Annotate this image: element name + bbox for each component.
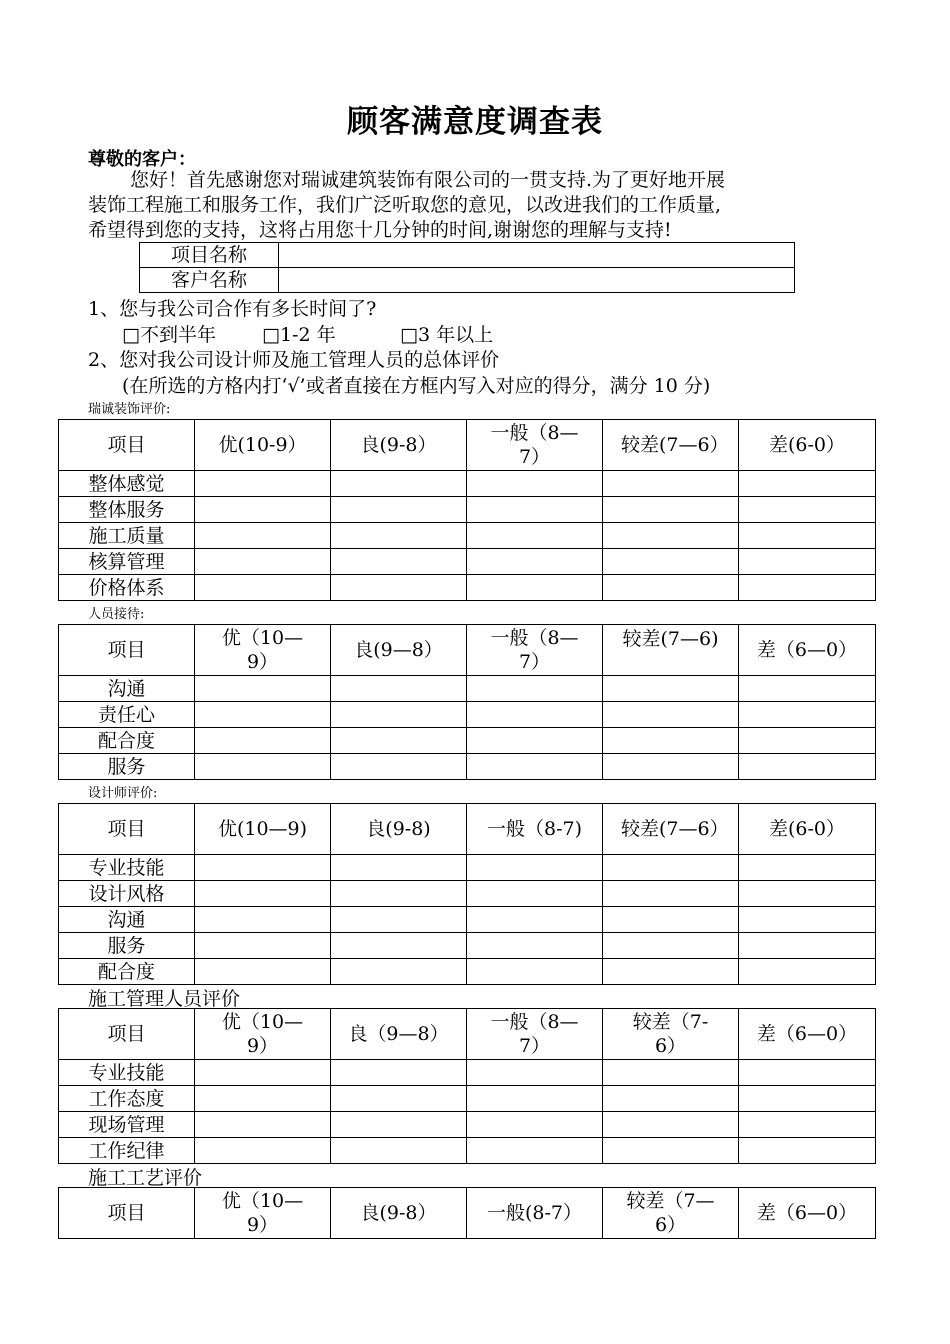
rating-cell[interactable]: [195, 1060, 331, 1086]
rating-cell[interactable]: [467, 754, 603, 780]
header-average: 一般（8—7）: [467, 420, 603, 471]
header-excellent: 优（10—9）: [195, 1009, 331, 1060]
rating-cell[interactable]: [331, 728, 467, 754]
rating-cell[interactable]: [331, 575, 467, 601]
row-label: 沟通: [59, 676, 195, 702]
rating-cell[interactable]: [331, 523, 467, 549]
rating-cell[interactable]: [195, 523, 331, 549]
rating-cell[interactable]: [739, 1086, 876, 1112]
rating-cell[interactable]: [195, 933, 331, 959]
rating-cell[interactable]: [331, 1060, 467, 1086]
rating-cell[interactable]: [603, 1086, 739, 1112]
header-item: 项目: [59, 625, 195, 676]
rating-table-designer: [58, 803, 876, 985]
rating-cell[interactable]: [331, 959, 467, 985]
header-average: 一般（8—7）: [467, 625, 603, 676]
rating-cell[interactable]: [467, 855, 603, 881]
page-title: 顾客满意度调查表: [347, 104, 603, 140]
row-label: 整体感觉: [59, 471, 195, 497]
header-bad: 差(6-0）: [739, 804, 876, 855]
rating-cell[interactable]: [331, 471, 467, 497]
rating-cell[interactable]: [195, 575, 331, 601]
rating-table-reception: [58, 624, 876, 780]
row-label: 现场管理: [59, 1112, 195, 1138]
rating-cell[interactable]: [331, 933, 467, 959]
row-label: 专业技能: [59, 855, 195, 881]
row-label: 施工质量: [59, 523, 195, 549]
rating-cell[interactable]: [603, 933, 739, 959]
rating-cell[interactable]: [467, 702, 603, 728]
rating-cell[interactable]: [195, 702, 331, 728]
rating-cell[interactable]: [195, 907, 331, 933]
rating-cell[interactable]: [331, 1086, 467, 1112]
rating-cell[interactable]: [331, 702, 467, 728]
rating-cell[interactable]: [331, 1112, 467, 1138]
intro-paragraph: [88, 168, 858, 243]
intro-line: 您好！首先感谢您对瑞诚建筑装饰有限公司的一贯支持.为了更好地开展: [130, 169, 726, 191]
header-bad: 差（6—0）: [739, 1188, 876, 1239]
rating-cell[interactable]: [467, 1138, 603, 1164]
row-label: 整体服务: [59, 497, 195, 523]
rating-cell[interactable]: [603, 702, 739, 728]
rating-cell[interactable]: [739, 933, 876, 959]
rating-cell[interactable]: [603, 754, 739, 780]
rating-cell[interactable]: [331, 497, 467, 523]
section-label: 人员接待:: [88, 607, 145, 622]
header-average: 一般(8-7）: [467, 1188, 603, 1239]
rating-cell[interactable]: [467, 933, 603, 959]
rating-cell[interactable]: [195, 881, 331, 907]
rating-cell[interactable]: [331, 855, 467, 881]
rating-cell[interactable]: [739, 676, 876, 702]
header-good: 良（9—8）: [331, 1009, 467, 1060]
header-average: 一般（8-7): [467, 804, 603, 855]
rating-cell[interactable]: [195, 549, 331, 575]
rating-cell[interactable]: [603, 471, 739, 497]
header-good: 良(9—8）: [331, 625, 467, 676]
project-name-field[interactable]: [279, 243, 795, 268]
client-name-field[interactable]: [279, 268, 795, 293]
rating-cell[interactable]: [467, 676, 603, 702]
rating-cell[interactable]: [739, 497, 876, 523]
q1-option-half-year[interactable]: □不到半年: [122, 324, 216, 346]
rating-cell[interactable]: [467, 549, 603, 575]
rating-cell[interactable]: [739, 1060, 876, 1086]
rating-cell[interactable]: [739, 575, 876, 601]
rating-cell[interactable]: [739, 728, 876, 754]
rating-cell[interactable]: [603, 959, 739, 985]
header-item: 项目: [59, 1188, 195, 1239]
rating-cell[interactable]: [739, 754, 876, 780]
header-poor: 较差（7—6）: [603, 1188, 739, 1239]
question-2-note: (在所选的方格内打‘√’或者直接在方框内写入对应的得分，满分 10 分): [122, 375, 711, 397]
row-label: 服务: [59, 754, 195, 780]
header-bad: 差（6—0）: [739, 625, 876, 676]
rating-table-construction-managers: [58, 1008, 876, 1164]
header-poor: 较差(7—6）: [603, 804, 739, 855]
header-poor: 较差(7—6): [603, 625, 739, 676]
client-name-label: 客户名称: [140, 268, 279, 293]
rating-cell[interactable]: [467, 1060, 603, 1086]
rating-cell[interactable]: [331, 754, 467, 780]
rating-cell[interactable]: [739, 702, 876, 728]
rating-cell[interactable]: [603, 1138, 739, 1164]
rating-cell[interactable]: [467, 575, 603, 601]
section-label: 设计师评价:: [88, 786, 158, 801]
header-average: 一般（8—7）: [467, 1009, 603, 1060]
rating-cell[interactable]: [195, 728, 331, 754]
rating-cell[interactable]: [603, 855, 739, 881]
q1-option-1-2-years[interactable]: □1-2 年: [262, 324, 336, 346]
rating-cell[interactable]: [739, 959, 876, 985]
rating-cell[interactable]: [603, 1060, 739, 1086]
project-name-label: 项目名称: [140, 243, 279, 268]
row-label: 配合度: [59, 959, 195, 985]
rating-cell[interactable]: [603, 676, 739, 702]
info-table: [139, 242, 795, 293]
row-label: 沟通: [59, 907, 195, 933]
rating-cell[interactable]: [195, 959, 331, 985]
row-label: 工作纪律: [59, 1138, 195, 1164]
header-poor: 较差（7-6）: [603, 1009, 739, 1060]
rating-cell[interactable]: [195, 754, 331, 780]
rating-cell[interactable]: [739, 855, 876, 881]
rating-cell[interactable]: [739, 881, 876, 907]
header-good: 良(9-8）: [331, 1188, 467, 1239]
rating-cell[interactable]: [739, 471, 876, 497]
rating-cell[interactable]: [331, 907, 467, 933]
header-good: 良(9-8): [331, 804, 467, 855]
rating-cell[interactable]: [195, 1112, 331, 1138]
rating-cell[interactable]: [331, 881, 467, 907]
rating-cell[interactable]: [739, 523, 876, 549]
rating-cell[interactable]: [467, 471, 603, 497]
section-label: 施工工艺评价: [88, 1167, 203, 1189]
row-label: 工作态度: [59, 1086, 195, 1112]
rating-cell[interactable]: [603, 497, 739, 523]
rating-cell[interactable]: [467, 1086, 603, 1112]
header-poor: 较差(7—6）: [603, 420, 739, 471]
rating-table-company: [58, 419, 876, 601]
rating-cell[interactable]: [331, 549, 467, 575]
q1-option-3-years[interactable]: □3 年以上: [400, 324, 494, 346]
rating-cell[interactable]: [467, 1112, 603, 1138]
header-excellent: 优(10—9): [195, 804, 331, 855]
rating-cell[interactable]: [467, 881, 603, 907]
header-excellent: 优(10-9）: [195, 420, 331, 471]
row-label: 责任心: [59, 702, 195, 728]
rating-cell[interactable]: [467, 497, 603, 523]
rating-cell[interactable]: [603, 549, 739, 575]
rating-table-craftsmanship: [58, 1187, 876, 1239]
rating-cell[interactable]: [603, 523, 739, 549]
rating-cell[interactable]: [195, 497, 331, 523]
row-label: 配合度: [59, 728, 195, 754]
header-bad: 差（6—0）: [739, 1009, 876, 1060]
rating-cell[interactable]: [195, 1138, 331, 1164]
rating-cell[interactable]: [195, 855, 331, 881]
rating-cell[interactable]: [195, 471, 331, 497]
row-label: 服务: [59, 933, 195, 959]
rating-cell[interactable]: [331, 676, 467, 702]
header-excellent: 优（10—9）: [195, 625, 331, 676]
rating-cell[interactable]: [603, 1112, 739, 1138]
intro-line: 希望得到您的支持，这将占用您十几分钟的时间,谢谢您的理解与支持!: [88, 219, 672, 241]
rating-cell[interactable]: [467, 728, 603, 754]
rating-cell[interactable]: [467, 907, 603, 933]
question-2: 2、您对我公司设计师及施工管理人员的总体评价: [88, 349, 500, 371]
row-label: 价格体系: [59, 575, 195, 601]
rating-cell[interactable]: [739, 907, 876, 933]
header-item: 项目: [59, 804, 195, 855]
row-label: 专业技能: [59, 1060, 195, 1086]
rating-cell[interactable]: [603, 881, 739, 907]
rating-cell[interactable]: [739, 1138, 876, 1164]
question-1: 1、您与我公司合作有多长时间了?: [88, 298, 377, 320]
rating-cell[interactable]: [603, 575, 739, 601]
header-item: 项目: [59, 420, 195, 471]
row-label: 设计风格: [59, 881, 195, 907]
rating-cell[interactable]: [603, 728, 739, 754]
row-label: 核算管理: [59, 549, 195, 575]
rating-cell[interactable]: [195, 676, 331, 702]
rating-cell[interactable]: [467, 523, 603, 549]
rating-cell[interactable]: [195, 1086, 331, 1112]
section-label: 瑞诚装饰评价:: [88, 402, 171, 417]
header-excellent: 优（10—9）: [195, 1188, 331, 1239]
header-good: 良(9-8）: [331, 420, 467, 471]
rating-cell[interactable]: [331, 1138, 467, 1164]
rating-cell[interactable]: [739, 1112, 876, 1138]
rating-cell[interactable]: [739, 549, 876, 575]
rating-cell[interactable]: [603, 907, 739, 933]
section-label: 施工管理人员评价: [88, 988, 241, 1010]
rating-cell[interactable]: [467, 959, 603, 985]
header-item: 项目: [59, 1009, 195, 1060]
header-bad: 差(6-0）: [739, 420, 876, 471]
greeting: 尊敬的客户：: [88, 149, 196, 170]
intro-line: 装饰工程施工和服务工作，我们广泛听取您的意见，以改进我们的工作质量,: [88, 194, 722, 216]
